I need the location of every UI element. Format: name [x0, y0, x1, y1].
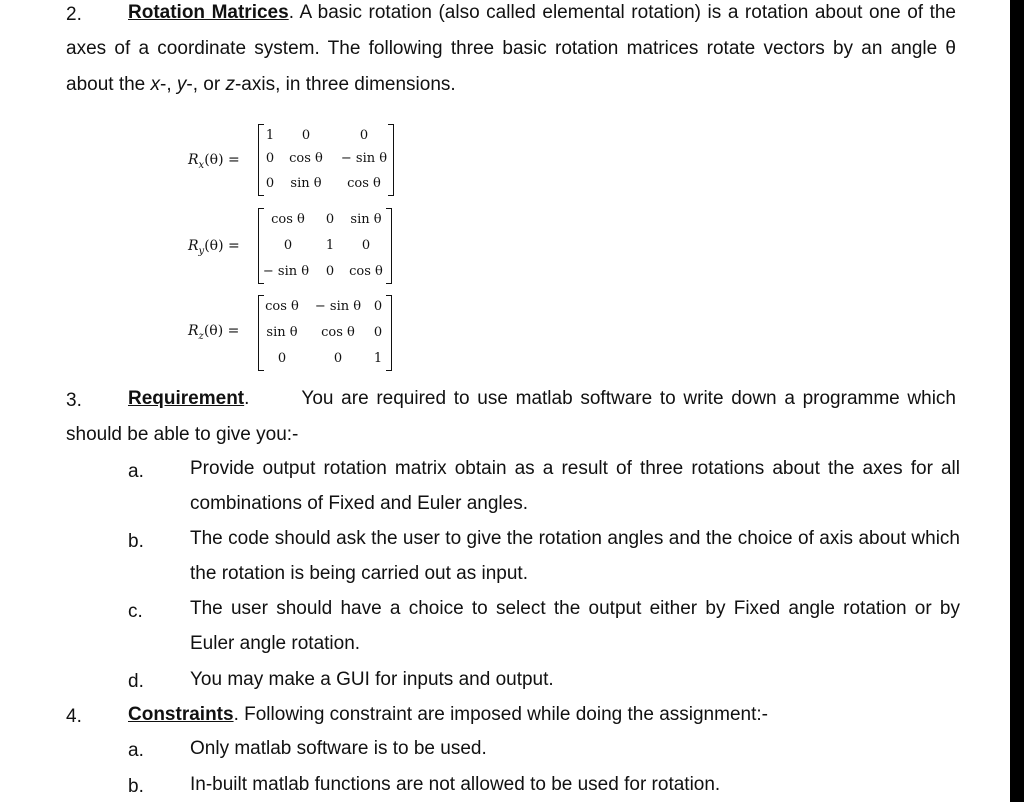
sep-1: -, [160, 74, 177, 95]
matrix-cell: cos θ [271, 212, 305, 227]
matrix-cell: 0 [277, 351, 287, 366]
req-item-c-letter: c. [128, 601, 143, 622]
section-3-heading-period: . [244, 388, 250, 409]
req-item-c-text: The user should have a choice to select the output either by Fixed angle rotation or by Euler angle rotation. [190, 598, 960, 654]
section-3-number: 3. [66, 390, 82, 411]
matrix-cell: 0 [373, 325, 383, 340]
matrix-cell: 0 [361, 238, 371, 253]
matrix-cell: 0 [333, 351, 343, 366]
matrix-cell: 1 [373, 351, 383, 366]
y-variable: y [176, 74, 187, 95]
section-2-heading: Rotation Matrices [128, 2, 289, 23]
section-3-heading: Requirement [128, 388, 245, 409]
section-3-intro: You are required to use matlab software to write down a programme which should be able to give you:- [66, 388, 956, 445]
req-item-d-text: You may make a GUI for inputs and output. [190, 669, 554, 690]
constraint-item-a-text: Only matlab software is to be used. [190, 738, 487, 759]
section-2-text-part2: -axis, in three dimensions. [234, 74, 456, 95]
matrix-cell: cos θ [321, 325, 355, 340]
matrix-cell: 0 [359, 128, 369, 143]
x-variable: x [150, 74, 161, 95]
constraint-item-b-letter: b. [128, 776, 144, 797]
section-4-intro: . Following constraint are imposed while doing the assignment:- [233, 704, 768, 725]
constraint-item-b-text: In-built matlab functions are not allowed to be used for rotation. [190, 774, 721, 795]
constraint-item-a-letter: a. [128, 740, 144, 761]
req-item-b-text: The code should ask the user to give the rotation angles and the choice of axis about which the rotation is being carried out as input. [190, 528, 960, 584]
section-4-paragraph [128, 697, 968, 733]
matrix-ry-label: $R_y(\theta)$ = [188, 238, 240, 257]
sep-2: -, or [186, 74, 226, 95]
matrix-cell: 1 [265, 128, 275, 143]
matrix-cell: − sin θ [262, 264, 310, 279]
matrix-rx [258, 124, 394, 196]
matrix-cell: cos θ [289, 151, 323, 166]
matrix-cell: 0 [373, 299, 383, 314]
section-4-number: 4. [66, 706, 82, 727]
matrix-cell: sin θ [290, 176, 322, 191]
matrix-cell: 0 [325, 264, 335, 279]
matrix-cell: − sin θ [314, 299, 362, 314]
section-3-paragraph [66, 381, 956, 453]
req-item-a-text: Provide output rotation matrix obtain as a result of three rotations about the axes for all combinations of Fixed and Euler angles. [190, 458, 960, 514]
section-2-number: 2. [66, 4, 82, 25]
matrix-cell: − sin θ [340, 151, 388, 166]
matrix-ry [258, 208, 392, 284]
matrix-cell: cos θ [265, 299, 299, 314]
matrix-rx-label: $R_x(\theta)$ = [188, 152, 240, 171]
section-4-heading: Constraints [128, 704, 234, 725]
matrix-cell: sin θ [350, 212, 382, 227]
section-2-paragraph [66, 0, 956, 103]
matrix-cell: cos θ [349, 264, 383, 279]
req-item-a-letter: a. [128, 461, 144, 482]
section-2-text-part1: . A basic rotation (also called elemental rotation) is a rotation about one of the axes of a coordinate system. The following three basic rotation matrices rotate vectors by an angle θ about the [66, 2, 956, 95]
z-variable: z [225, 74, 235, 95]
req-item-b-letter: b. [128, 531, 144, 552]
matrix-cell: 0 [301, 128, 311, 143]
matrix-rz [258, 295, 392, 371]
matrix-cell: sin θ [266, 325, 298, 340]
matrix-cell: 0 [325, 212, 335, 227]
matrix-rz-label: $R_z(\theta)$ = [188, 323, 240, 342]
matrix-cell: 1 [325, 238, 335, 253]
req-item-d-letter: d. [128, 671, 144, 692]
matrix-cell: 0 [283, 238, 293, 253]
matrix-cell: cos θ [347, 176, 381, 191]
matrix-cell: 0 [265, 176, 275, 191]
matrix-cell: 0 [265, 151, 275, 166]
